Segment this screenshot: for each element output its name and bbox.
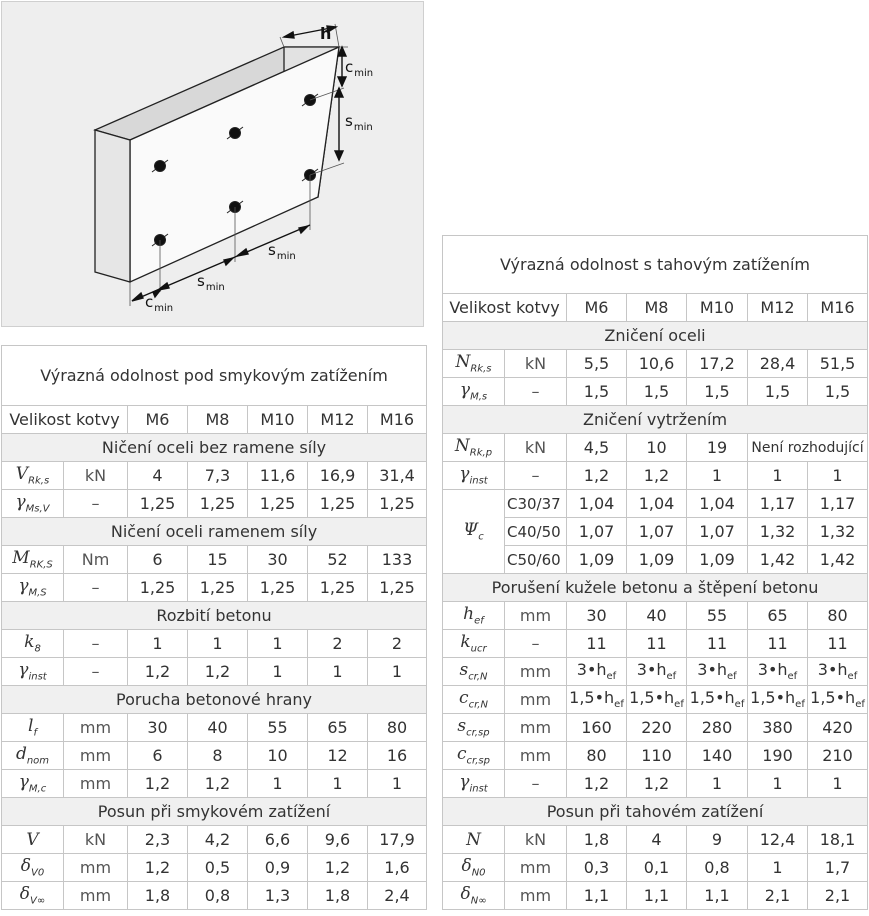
size-header: M16: [368, 406, 427, 434]
table-cell: 65: [308, 714, 368, 742]
table-cell: 1,5: [808, 378, 868, 406]
concrete-block-drawing: [2, 2, 423, 326]
table-cell: $M_{RK,S}$: [2, 546, 64, 574]
table-cell: 15: [188, 546, 248, 574]
table-row: [2, 546, 427, 574]
table-cell: kN: [64, 462, 128, 490]
table-cell: mm: [64, 742, 128, 770]
table-cell: $1,5•h_{ef}$: [808, 686, 868, 714]
table-cell: 1,1: [687, 882, 748, 910]
table-row: [443, 826, 868, 854]
size-header: M8: [188, 406, 248, 434]
table-row: [2, 770, 427, 798]
table-cell: 2: [308, 630, 368, 658]
table-cell: 1,25: [188, 490, 248, 518]
table-cell: $\gamma_{inst}$: [2, 658, 64, 686]
table-cell: 1,42: [808, 546, 868, 574]
table-cell: 1,5: [627, 378, 687, 406]
table-cell: 0,8: [188, 882, 248, 910]
section-title: Zničení oceli: [443, 322, 868, 350]
section-title: Porušení kužele betonu a štěpení betonu: [443, 574, 868, 602]
table-cell: 1,5: [687, 378, 748, 406]
table-cell: 4: [128, 462, 188, 490]
table-cell: 1,32: [808, 518, 868, 546]
table-cell: 30: [128, 714, 188, 742]
table-cell: 1,42: [748, 546, 808, 574]
table-cell: $s_{cr,sp}$: [443, 714, 505, 742]
table-cell: 55: [248, 714, 308, 742]
table-cell: 1,25: [368, 490, 427, 518]
table-cell: 1: [687, 462, 748, 490]
table-cell: $3•h_{ef}$: [808, 658, 868, 686]
table-cell: 28,4: [748, 350, 808, 378]
table-cell: 1,04: [687, 490, 748, 518]
table-cell: kN: [505, 350, 567, 378]
table-cell: $l_f$: [2, 714, 64, 742]
table-cell: $k_{ucr}$: [443, 630, 505, 658]
table-cell: 0,1: [627, 854, 687, 882]
table-cell: 1: [748, 462, 808, 490]
table-cell: 1: [128, 630, 188, 658]
table-cell: 1,2: [188, 658, 248, 686]
table-row: [443, 490, 868, 518]
table-row: [2, 882, 427, 910]
size-header: M6: [128, 406, 188, 434]
table-row: [2, 462, 427, 490]
table-cell: $N_{Rk,p}$: [443, 434, 505, 462]
anchor-hole: [155, 161, 166, 172]
table-cell: 0,9: [248, 854, 308, 882]
table-cell: 0,3: [567, 854, 627, 882]
h-label: h: [320, 24, 332, 43]
table-cell: –: [64, 658, 128, 686]
table-cell: 1,2: [188, 770, 248, 798]
table-cell: C30/37: [505, 490, 567, 518]
table-cell: $\gamma_{M,s}$: [443, 378, 505, 406]
table-cell: mm: [505, 854, 567, 882]
table-cell: –: [505, 630, 567, 658]
table-row: [443, 462, 868, 490]
table-cell: 1,25: [308, 574, 368, 602]
table-cell: 1,09: [567, 546, 627, 574]
table-row: [443, 770, 868, 798]
table-cell: 1,2: [627, 770, 687, 798]
table-cell: 1,17: [748, 490, 808, 518]
size-header: M8: [627, 294, 687, 322]
table-cell: 80: [567, 742, 627, 770]
table-cell: 10,6: [627, 350, 687, 378]
table-cell: kN: [505, 826, 567, 854]
table-row: [443, 378, 868, 406]
svg-text:smin: $s_{min}$: [268, 241, 296, 262]
table-cell: C50/60: [505, 546, 567, 574]
size-header: M10: [687, 294, 748, 322]
table-row: [443, 630, 868, 658]
table-cell: 1,25: [128, 490, 188, 518]
table-row: [443, 658, 868, 686]
table-cell: 1,7: [808, 854, 868, 882]
block-left-face: [95, 130, 130, 282]
table-row: [443, 546, 868, 574]
table-cell: 11: [808, 630, 868, 658]
table-cell: 1,09: [627, 546, 687, 574]
table-row: [443, 882, 868, 910]
table-cell: 4,2: [188, 826, 248, 854]
table-cell: mm: [64, 770, 128, 798]
table-cell: 1,04: [627, 490, 687, 518]
table-cell: 2,4: [368, 882, 427, 910]
table-cell: 1,1: [567, 882, 627, 910]
table-cell: $c_{cr,N}$: [443, 686, 505, 714]
table-cell: 55: [687, 602, 748, 630]
table-row: [2, 490, 427, 518]
table-cell: $\gamma_{inst}$: [443, 462, 505, 490]
table-cell: 80: [808, 602, 868, 630]
table-cell: 0,8: [687, 854, 748, 882]
table-cell: 11: [627, 630, 687, 658]
table-cell: 1,07: [627, 518, 687, 546]
table-cell: 1,2: [128, 854, 188, 882]
table-cell: 2,3: [128, 826, 188, 854]
table-cell: 12: [308, 742, 368, 770]
table-cell: $\delta_{V\infty}$: [2, 882, 64, 910]
table-cell: 1,5: [567, 378, 627, 406]
size-label: Velikost kotvy: [2, 406, 128, 434]
table-cell: 1,5: [748, 378, 808, 406]
table-cell: $\Psi_c$: [443, 490, 505, 574]
table-cell: 40: [188, 714, 248, 742]
shear-resistance-table: [1, 345, 427, 910]
table-title: Výrazná odolnost s tahovým zatížením: [443, 236, 868, 294]
table-cell: 9: [687, 826, 748, 854]
table-cell: 11: [567, 630, 627, 658]
table-cell: 1,09: [687, 546, 748, 574]
table-cell: $\gamma_{Ms,V}$: [2, 490, 64, 518]
table-row: [443, 854, 868, 882]
size-header: M12: [748, 294, 808, 322]
size-header: M12: [308, 406, 368, 434]
table-cell: 2,1: [748, 882, 808, 910]
table-cell: 1,2: [627, 462, 687, 490]
table-cell: $\gamma_{M,S}$: [2, 574, 64, 602]
table-cell: 16: [368, 742, 427, 770]
table-cell: 110: [627, 742, 687, 770]
table-row: [2, 742, 427, 770]
section-title: Rozbití betonu: [2, 602, 427, 630]
table-title: Výrazná odolnost pod smykovým zatížením: [2, 346, 427, 406]
table-cell: 1,2: [567, 462, 627, 490]
table-cell: $3•h_{ef}$: [567, 658, 627, 686]
table-cell: 5,5: [567, 350, 627, 378]
table-cell: 1,07: [687, 518, 748, 546]
table-cell: 2: [368, 630, 427, 658]
table-cell: 1: [188, 630, 248, 658]
table-cell: 1,3: [248, 882, 308, 910]
table-cell: $3•h_{ef}$: [627, 658, 687, 686]
table-row: [443, 602, 868, 630]
table-cell: 30: [567, 602, 627, 630]
table-cell: 2,1: [808, 882, 868, 910]
anchor-hole: [230, 128, 241, 139]
table-cell: 31,4: [368, 462, 427, 490]
size-header: M16: [808, 294, 868, 322]
table-cell: 210: [808, 742, 868, 770]
size-header: M10: [248, 406, 308, 434]
table-cell: 1: [368, 658, 427, 686]
table-cell: mm: [505, 742, 567, 770]
table-cell: $d_{nom}$: [2, 742, 64, 770]
table-cell: $1,5•h_{ef}$: [748, 686, 808, 714]
table-cell: 1,25: [248, 490, 308, 518]
table-row: [443, 714, 868, 742]
table-cell: –: [505, 462, 567, 490]
table-cell: 11: [748, 630, 808, 658]
table-cell: 1,8: [567, 826, 627, 854]
table-cell: 1,2: [567, 770, 627, 798]
table-row: [443, 686, 868, 714]
table-row: [443, 350, 868, 378]
svg-text:smin: $s_{min}$: [345, 112, 373, 133]
size-label: Velikost kotvy: [443, 294, 567, 322]
table-cell: 1,25: [188, 574, 248, 602]
table-cell: 4,5: [567, 434, 627, 462]
table-cell: 80: [368, 714, 427, 742]
table-row: [2, 826, 427, 854]
table-cell: 1: [248, 658, 308, 686]
table-cell: mm: [64, 882, 128, 910]
section-title: Ničení oceli ramenem síly: [2, 518, 427, 546]
table-cell: $h_{ef}$: [443, 602, 505, 630]
table-cell: 51,5: [808, 350, 868, 378]
svg-text:cmin: $c_{min}$: [145, 293, 174, 314]
table-cell: 1: [308, 770, 368, 798]
table-cell: 1: [308, 658, 368, 686]
table-cell: 16,9: [308, 462, 368, 490]
table-cell: 11,6: [248, 462, 308, 490]
section-title: Posun při smykovém zatížení: [2, 798, 427, 826]
tension-resistance-table: [442, 235, 868, 910]
table-cell: 0,5: [188, 854, 248, 882]
table-cell: $1,5•h_{ef}$: [567, 686, 627, 714]
table-cell: $\delta_{N0}$: [443, 854, 505, 882]
table-cell: –: [64, 574, 128, 602]
table-cell: 380: [748, 714, 808, 742]
table-cell: 11: [687, 630, 748, 658]
table-cell: 1,1: [627, 882, 687, 910]
table-cell: N: [443, 826, 505, 854]
section-title: Porucha betonové hrany: [2, 686, 427, 714]
table-cell: 6: [128, 546, 188, 574]
table-cell: mm: [505, 714, 567, 742]
table-cell: $c_{cr,sp}$: [443, 742, 505, 770]
table-cell: 1,25: [308, 490, 368, 518]
table-cell: 7,3: [188, 462, 248, 490]
table-cell: $s_{cr,N}$: [443, 658, 505, 686]
table-cell: $\gamma_{inst}$: [443, 770, 505, 798]
table-row: [2, 854, 427, 882]
table-cell: mm: [64, 854, 128, 882]
table-cell: mm: [505, 602, 567, 630]
table-cell: 1,25: [368, 574, 427, 602]
table-cell: $\gamma_{M,c}$: [2, 770, 64, 798]
table-cell: 220: [627, 714, 687, 742]
table-cell: mm: [64, 714, 128, 742]
svg-text:cmin: $c_{min}$: [345, 58, 374, 79]
table-cell: 52: [308, 546, 368, 574]
table-cell: 1: [248, 630, 308, 658]
table-cell: $\delta_{N\infty}$: [443, 882, 505, 910]
table-cell: 1: [687, 770, 748, 798]
table-row: [2, 574, 427, 602]
table-cell: kN: [505, 434, 567, 462]
table-cell: –: [505, 378, 567, 406]
not-decisive-note: Není rozhodující: [748, 434, 868, 462]
anchor-spacing-diagram: [1, 1, 424, 327]
table-cell: 1,07: [567, 518, 627, 546]
table-row: [443, 742, 868, 770]
table-cell: 18,1: [808, 826, 868, 854]
table-cell: 9,6: [308, 826, 368, 854]
size-header: M6: [567, 294, 627, 322]
table-cell: 1,6: [368, 854, 427, 882]
table-cell: –: [64, 630, 128, 658]
table-row: [443, 518, 868, 546]
section-title: Zničení vytržením: [443, 406, 868, 434]
table-cell: 1,8: [128, 882, 188, 910]
table-cell: 4: [627, 826, 687, 854]
svg-text:smin: $s_{min}$: [197, 272, 225, 293]
table-cell: kN: [64, 826, 128, 854]
table-cell: $1,5•h_{ef}$: [627, 686, 687, 714]
table-cell: 1: [748, 854, 808, 882]
table-cell: $k_8$: [2, 630, 64, 658]
table-cell: 6,6: [248, 826, 308, 854]
table-cell: 1,32: [748, 518, 808, 546]
table-cell: mm: [505, 686, 567, 714]
table-cell: 10: [248, 742, 308, 770]
table-cell: 1,8: [308, 882, 368, 910]
table-cell: 30: [248, 546, 308, 574]
table-row: [2, 630, 427, 658]
table-cell: 280: [687, 714, 748, 742]
table-cell: 1,2: [128, 658, 188, 686]
table-cell: 190: [748, 742, 808, 770]
table-cell: –: [64, 490, 128, 518]
table-row: [2, 658, 427, 686]
table-cell: 17,2: [687, 350, 748, 378]
table-cell: 10: [627, 434, 687, 462]
table-cell: –: [505, 770, 567, 798]
table-cell: 1,17: [808, 490, 868, 518]
table-cell: mm: [505, 658, 567, 686]
table-cell: 140: [687, 742, 748, 770]
table-cell: 1: [368, 770, 427, 798]
table-cell: 1: [808, 462, 868, 490]
table-cell: 420: [808, 714, 868, 742]
table-cell: $1,5•h_{ef}$: [687, 686, 748, 714]
table-cell: mm: [505, 882, 567, 910]
section-title: Posun při tahovém zatížení: [443, 798, 868, 826]
table-cell: 160: [567, 714, 627, 742]
table-cell: 1: [748, 770, 808, 798]
section-title: Ničení oceli bez ramene síly: [2, 434, 427, 462]
table-row: [443, 434, 868, 462]
table-cell: 17,9: [368, 826, 427, 854]
table-cell: 1,04: [567, 490, 627, 518]
table-cell: 8: [188, 742, 248, 770]
table-cell: C40/50: [505, 518, 567, 546]
table-cell: 1,25: [128, 574, 188, 602]
table-cell: $N_{Rk,s}$: [443, 350, 505, 378]
table-cell: $\delta_{V0}$: [2, 854, 64, 882]
table-cell: 19: [687, 434, 748, 462]
table-cell: 133: [368, 546, 427, 574]
table-cell: 1,2: [128, 770, 188, 798]
table-cell: 1: [248, 770, 308, 798]
table-cell: 40: [627, 602, 687, 630]
table-cell: Nm: [64, 546, 128, 574]
table-cell: V: [2, 826, 64, 854]
table-cell: 6: [128, 742, 188, 770]
table-cell: 1,2: [308, 854, 368, 882]
table-cell: $3•h_{ef}$: [687, 658, 748, 686]
table-row: [2, 714, 427, 742]
table-cell: 1: [808, 770, 868, 798]
table-cell: $V_{Rk,s}$: [2, 462, 64, 490]
table-cell: 65: [748, 602, 808, 630]
table-cell: $3•h_{ef}$: [748, 658, 808, 686]
table-cell: 1,25: [248, 574, 308, 602]
table-cell: 12,4: [748, 826, 808, 854]
